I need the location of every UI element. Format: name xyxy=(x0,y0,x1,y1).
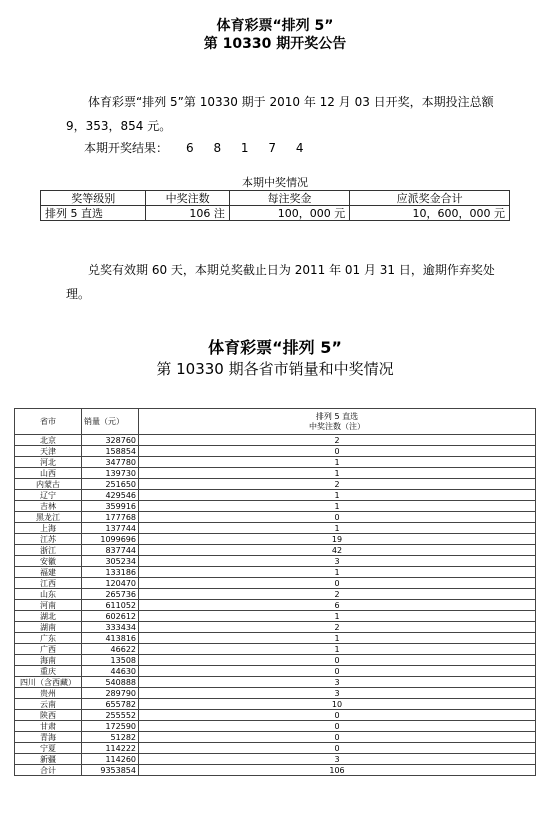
winner-count: 1 xyxy=(139,523,536,534)
winning-count: 106 注 xyxy=(146,206,229,221)
province-name: 贵州 xyxy=(15,688,82,699)
header-province: 省市 xyxy=(15,409,82,435)
table-row xyxy=(15,457,536,468)
winner-count: 0 xyxy=(139,710,536,721)
sales-amount: 333434 xyxy=(82,622,139,633)
sales-amount: 44630 xyxy=(82,666,139,677)
table-row xyxy=(15,534,536,545)
province-name: 黑龙江 xyxy=(15,512,82,523)
header-winners xyxy=(139,409,536,435)
sales-amount: 172590 xyxy=(82,721,139,732)
winner-count: 1 xyxy=(139,567,536,578)
table-row xyxy=(15,578,536,589)
sales-amount: 133186 xyxy=(82,567,139,578)
winner-count: 0 xyxy=(139,743,536,754)
winner-count: 3 xyxy=(139,556,536,567)
table-row xyxy=(15,512,536,523)
prize-level: 排列 5 直选 xyxy=(41,206,146,221)
sales-amount: 347780 xyxy=(82,457,139,468)
province-name: 甘肃 xyxy=(15,721,82,732)
total-prize: 10，600，000 元 xyxy=(350,206,510,221)
table-row xyxy=(15,732,536,743)
sales-amount: 611052 xyxy=(82,600,139,611)
winner-count: 3 xyxy=(139,754,536,765)
sales-amount: 655782 xyxy=(82,699,139,710)
winning-table xyxy=(40,190,510,221)
winner-count: 1 xyxy=(139,468,536,479)
province-name: 天津 xyxy=(15,446,82,457)
province-name: 青海 xyxy=(15,732,82,743)
province-name: 吉林 xyxy=(15,501,82,512)
table-row xyxy=(15,633,536,644)
winner-count: 3 xyxy=(139,677,536,688)
province-name: 重庆 xyxy=(15,666,82,677)
winner-count: 0 xyxy=(139,655,536,666)
draw-result-label: 本期开奖结果： xyxy=(84,141,169,155)
province-name: 上海 xyxy=(15,523,82,534)
winning-table-title: 本期中奖情况 xyxy=(242,176,308,189)
province-name: 陕西 xyxy=(15,710,82,721)
winner-count: 2 xyxy=(139,622,536,633)
table-row xyxy=(15,743,536,754)
winner-count: 1 xyxy=(139,644,536,655)
table-row xyxy=(15,765,536,776)
winner-count: 6 xyxy=(139,600,536,611)
province-name: 四川（含西藏） xyxy=(15,677,82,688)
table-row xyxy=(15,501,536,512)
sales-amount: 328760 xyxy=(82,435,139,446)
announcement-title: 体育彩票“排列 5” xyxy=(216,18,334,34)
province-name: 福建 xyxy=(15,567,82,578)
sales-amount: 51282 xyxy=(82,732,139,743)
winner-count: 2 xyxy=(139,435,536,446)
table-row xyxy=(15,644,536,655)
table-row xyxy=(15,622,536,633)
winner-count: 42 xyxy=(139,545,536,556)
header-total-prize: 应派奖金合计 xyxy=(350,191,510,206)
table-row xyxy=(15,556,536,567)
header-sales: 销量（元） xyxy=(82,409,139,435)
announcement-subtitle: 第 10330 期开奖公告 xyxy=(203,36,347,52)
province-name: 北京 xyxy=(15,435,82,446)
province-name: 合计 xyxy=(15,765,82,776)
sales-amount: 139730 xyxy=(82,468,139,479)
table-row xyxy=(15,545,536,556)
province-name: 海南 xyxy=(15,655,82,666)
sales-amount: 1099696 xyxy=(82,534,139,545)
winner-count: 0 xyxy=(139,512,536,523)
table-row xyxy=(15,468,536,479)
province-name: 云南 xyxy=(15,699,82,710)
sales-amount: 359916 xyxy=(82,501,139,512)
sales-amount: 289790 xyxy=(82,688,139,699)
province-name: 新疆 xyxy=(15,754,82,765)
sales-amount: 429546 xyxy=(82,490,139,501)
redemption-notice: 兑奖有效期 60 天，本期兑奖截止日为 2011 年 01 月 31 日，逾期作弃奖处理。 xyxy=(66,263,495,301)
table-row xyxy=(15,754,536,765)
table-row xyxy=(15,589,536,600)
table-row xyxy=(15,479,536,490)
winner-count: 1 xyxy=(139,633,536,644)
sales-amount: 837744 xyxy=(82,545,139,556)
winner-count: 2 xyxy=(139,589,536,600)
table-row xyxy=(15,677,536,688)
sales-amount: 9353854 xyxy=(82,765,139,776)
winning-row xyxy=(41,206,510,221)
section-subtitle: 第 10330 期各省市销量和中奖情况 xyxy=(156,360,394,378)
table-row xyxy=(15,688,536,699)
winner-count: 19 xyxy=(139,534,536,545)
sales-amount: 602612 xyxy=(82,611,139,622)
sales-amount: 114260 xyxy=(82,754,139,765)
winner-count: 2 xyxy=(139,479,536,490)
prize-per-bet: 100，000 元 xyxy=(229,206,349,221)
winning-table-header xyxy=(41,191,510,206)
province-name: 广东 xyxy=(15,633,82,644)
province-name: 湖南 xyxy=(15,622,82,633)
table-row xyxy=(15,655,536,666)
table-row xyxy=(15,435,536,446)
header-prize-per-bet: 每注奖金 xyxy=(229,191,349,206)
table-row xyxy=(15,699,536,710)
province-name: 内蒙古 xyxy=(15,479,82,490)
winner-count: 0 xyxy=(139,732,536,743)
sales-amount: 177768 xyxy=(82,512,139,523)
winner-count: 106 xyxy=(139,765,536,776)
sales-amount: 305234 xyxy=(82,556,139,567)
winner-count: 1 xyxy=(139,490,536,501)
header-winners-line1: 排列 5 直选 xyxy=(315,411,359,421)
sales-amount: 120470 xyxy=(82,578,139,589)
province-name: 辽宁 xyxy=(15,490,82,501)
province-name: 广西 xyxy=(15,644,82,655)
sales-amount: 251650 xyxy=(82,479,139,490)
winner-count: 0 xyxy=(139,666,536,677)
province-name: 湖北 xyxy=(15,611,82,622)
table-row xyxy=(15,567,536,578)
province-name: 河南 xyxy=(15,600,82,611)
province-table xyxy=(14,408,536,776)
province-name: 安徽 xyxy=(15,556,82,567)
table-row xyxy=(15,446,536,457)
sales-amount: 114222 xyxy=(82,743,139,754)
province-name: 宁夏 xyxy=(15,743,82,754)
province-name: 江西 xyxy=(15,578,82,589)
winner-count: 1 xyxy=(139,501,536,512)
sales-amount: 540888 xyxy=(82,677,139,688)
winner-count: 0 xyxy=(139,578,536,589)
table-row xyxy=(15,666,536,677)
intro-paragraph: 体育彩票“排列 5”第 10330 期于 2010 年 12 月 03 日开奖，本期投注总额 9，353，854 元。 xyxy=(66,95,494,133)
draw-result-numbers: 6 8 1 7 4 xyxy=(186,141,312,155)
province-name: 山西 xyxy=(15,468,82,479)
winner-count: 1 xyxy=(139,611,536,622)
province-name: 山东 xyxy=(15,589,82,600)
table-row xyxy=(15,523,536,534)
province-name: 江苏 xyxy=(15,534,82,545)
winner-count: 10 xyxy=(139,699,536,710)
province-name: 河北 xyxy=(15,457,82,468)
draw-result xyxy=(84,140,311,156)
table-row xyxy=(15,710,536,721)
table-row xyxy=(15,721,536,732)
sales-amount: 137744 xyxy=(82,523,139,534)
province-table-body xyxy=(15,435,536,776)
province-name: 浙江 xyxy=(15,545,82,556)
sales-amount: 13508 xyxy=(82,655,139,666)
table-row xyxy=(15,611,536,622)
sales-amount: 255552 xyxy=(82,710,139,721)
sales-amount: 265736 xyxy=(82,589,139,600)
header-prize-level: 奖等级别 xyxy=(41,191,146,206)
winner-count: 0 xyxy=(139,721,536,732)
header-winners-line2: 中奖注数（注） xyxy=(309,421,365,431)
table-row xyxy=(15,490,536,501)
header-winning-count: 中奖注数 xyxy=(146,191,229,206)
sales-amount: 158854 xyxy=(82,446,139,457)
winner-count: 0 xyxy=(139,446,536,457)
winner-count: 1 xyxy=(139,457,536,468)
table-row xyxy=(15,600,536,611)
sales-amount: 46622 xyxy=(82,644,139,655)
winner-count: 3 xyxy=(139,688,536,699)
section-title: 体育彩票“排列 5” xyxy=(208,338,342,357)
sales-amount: 413816 xyxy=(82,633,139,644)
province-table-header xyxy=(15,409,536,435)
